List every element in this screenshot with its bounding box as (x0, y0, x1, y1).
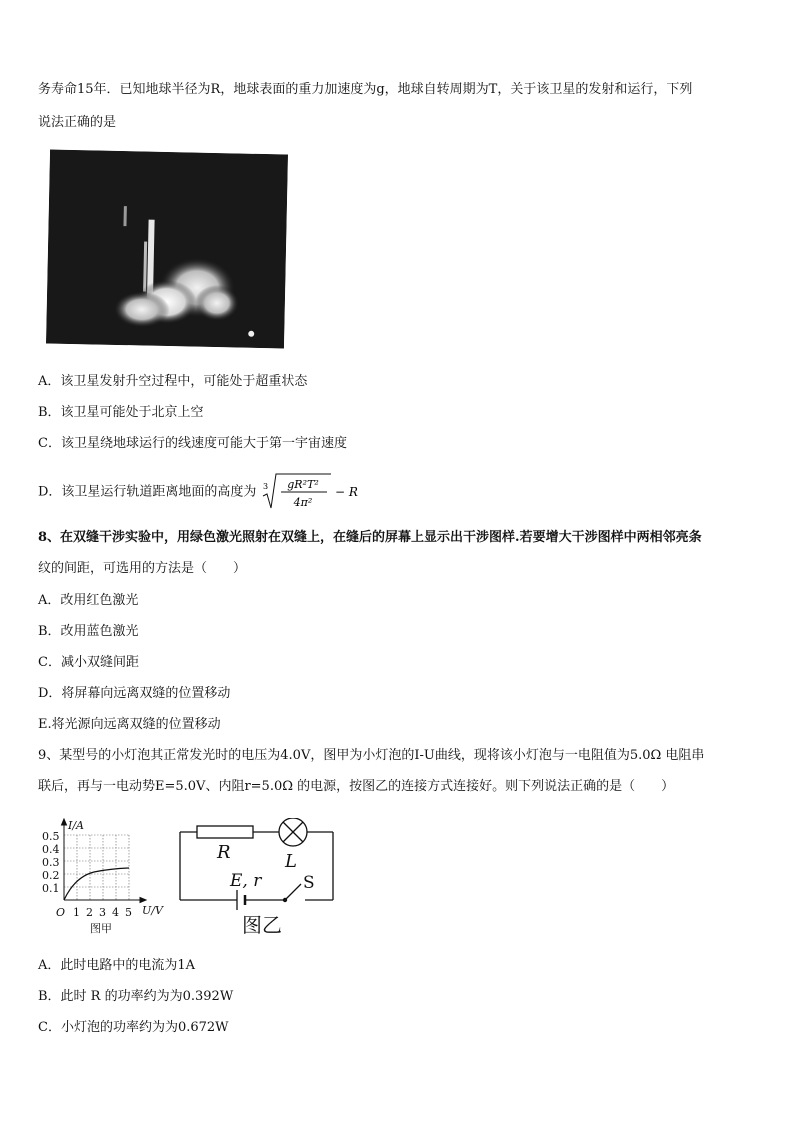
source-label: E, r (230, 871, 262, 891)
x-tick: 5 (125, 906, 132, 919)
q8-stem-line1: 8、在双缝干涉实验中，用绿色激光照射在双缝上，在缝后的屏幕上显示出干涉图样.若要增大干涉图样中两相邻亮条 (38, 530, 702, 545)
q7-stem-line2: 说法正确的是 (38, 115, 117, 130)
formula-denominator: 4π² (293, 496, 312, 509)
q9-option-b: B．此时 R 的功率约为为0.392W (38, 989, 234, 1004)
y-tick: 0.3 (42, 856, 60, 869)
graph-y-ticks (42, 830, 60, 895)
q8-option-a: A．改用红色激光 (38, 593, 139, 608)
graph-x-ticks (73, 906, 132, 919)
y-tick: 0.1 (42, 882, 60, 895)
q9-stem-line2: 联后，再与一电动势E=5.0V、内阻r=5.0Ω 的电源，按图乙的连接方式连接好。则下列说法正确的是（ ） (38, 779, 675, 794)
circuit-diagram (175, 818, 340, 943)
q7-stem-line1: 务寿命15年．已知地球半径为R，地球表面的重力加速度为g，地球自转周期为T，关于该卫星的发射和运行，下列 (38, 82, 693, 97)
graph-xlabel: U/V (142, 904, 163, 917)
q9-option-a: A．此时电路中的电流为1A (38, 958, 196, 973)
graph-caption: 图甲 (90, 922, 112, 935)
root-index: 3 (262, 482, 268, 491)
q8-stem-line2: 纹的间距，可选用的方法是（ ） (38, 561, 247, 576)
rocket-launch-photo (46, 150, 288, 349)
q8-option-d: D．将屏幕向远离双缝的位置移动 (38, 686, 231, 701)
resistor-label: R (217, 842, 231, 863)
x-tick: 2 (86, 906, 93, 919)
x-tick: 1 (73, 906, 80, 919)
q7-option-c: C．该卫星绕地球运行的线速度可能大于第一宇宙速度 (38, 436, 347, 451)
circuit-caption: 图乙 (242, 913, 282, 937)
q9-stem-line1: 9、某型号的小灯泡其正常发光时的电压为4.0V，图甲为小灯泡的I-U曲线，现将该小灯泡与一电阻值为5.0Ω 电阻串 (38, 748, 705, 763)
q7-option-d-formula (261, 470, 365, 514)
y-tick: 0.4 (42, 843, 60, 856)
q8-option-b: B．改用蓝色激光 (38, 624, 139, 639)
graph-ylabel: I/A (68, 819, 84, 832)
graph-origin: O (56, 906, 66, 919)
x-tick: 3 (99, 906, 106, 919)
y-tick: 0.5 (42, 830, 60, 843)
switch-label: S (303, 873, 315, 893)
q7-option-a: A．该卫星发射升空过程中，可能处于超重状态 (38, 374, 308, 389)
switch-arm (285, 884, 301, 900)
iu-curve-graph (38, 815, 173, 940)
lamp-label: L (285, 851, 297, 872)
iu-curve (64, 868, 129, 900)
q9-option-c: C．小灯泡的功率约为为0.672W (38, 1020, 229, 1035)
q7-option-d-text: D．该卫星运行轨道距离地面的高度为 (38, 484, 257, 500)
switch-contact (283, 898, 287, 902)
resistor-symbol (197, 826, 253, 838)
formula-numerator: gR²T² (286, 478, 319, 491)
formula-tail: − R (334, 485, 358, 499)
graph-grid (64, 835, 129, 900)
q7-option-b: B．该卫星可能处于北京上空 (38, 405, 204, 420)
q8-option-e: E.将光源向远离双缝的位置移动 (38, 717, 221, 732)
x-tick: 4 (112, 906, 119, 919)
q7-option-d (38, 470, 365, 515)
y-tick: 0.2 (42, 869, 60, 882)
q8-option-c: C．减小双缝间距 (38, 655, 139, 670)
